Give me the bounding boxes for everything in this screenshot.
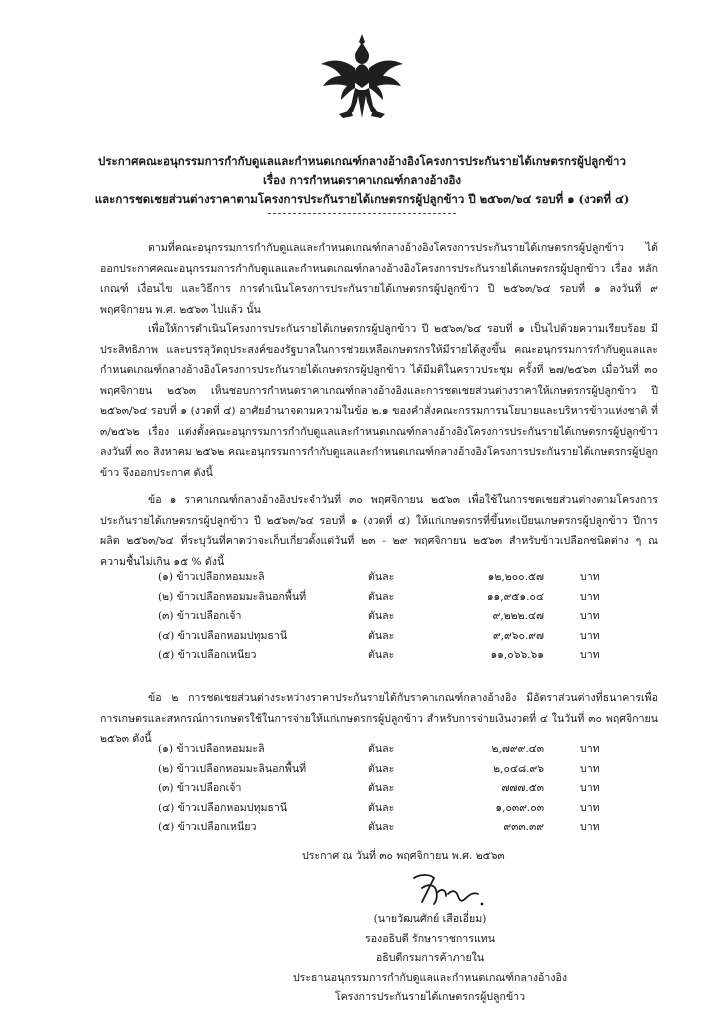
- table-row: [158, 627, 618, 647]
- announcement-date: ประกาศ ณ วันที่ ๓๐ พฤศจิกายน พ.ศ. ๒๕๖๓: [302, 850, 505, 862]
- currency: บาท: [580, 629, 600, 642]
- signer-title: อธิบดีกรมการค้าภายใน: [375, 952, 485, 964]
- currency: บาท: [580, 801, 600, 814]
- paragraph-clause-2: ข้อ ๒ การชดเชยส่วนต่างระหว่างราคาประกันรายได้กับราคาเกณฑ์กลางอ้างอิง มีอัตราส่วนต่างที่ธนาคารเพื่อการเกษตรและสหกรณ์การเกษตรใช้ในการจ่ายให้แก่เกษตรกรผู้ปลูกข้าว สำหรับการจ่ายเงินงวดที่ ๔ ในวันที่ ๓๐ พฤศจิกายน ๒๕๖๓ ดังนี้: [100, 692, 658, 745]
- title-line-3: และการชดเชยส่วนต่างราคาตามโครงการประกันรายได้เกษตรกรผู้ปลูกข้าว ปี ๒๕๖๓/๖๔ รอบที่ ๑ (งวดที่ ๔): [94, 192, 630, 206]
- signer-title: รองอธิบดี รักษาราชการแทน: [365, 932, 495, 945]
- currency: บาท: [580, 590, 600, 603]
- price-unit: ตันละ: [368, 821, 395, 833]
- price-value: ๑๑,๙๕๑.๐๔: [486, 590, 544, 603]
- currency: บาท: [580, 743, 600, 755]
- table-row: [158, 607, 618, 627]
- table-row: [158, 799, 618, 819]
- rice-type: (๔) ข้าวเปลือกหอมปทุมธานี: [158, 801, 288, 814]
- garuda-emblem-icon: [317, 30, 407, 122]
- currency: บาท: [580, 610, 600, 622]
- rice-type: (๑) ข้าวเปลือกหอมมะลิ: [158, 571, 265, 583]
- table-row: [158, 818, 618, 838]
- price-value: ๒,๗๙๙.๔๓: [491, 743, 544, 755]
- title-line-1: ประกาศคณะอนุกรรมการกำกับดูแลและกำหนดเกณฑ์กลางอ้างอิงโครงการประกันรายได้เกษตรกรผู้ปลูกข้าว: [98, 154, 626, 168]
- price-value: ๗๗๗.๕๓: [501, 782, 544, 794]
- currency: บาท: [580, 762, 600, 775]
- signer-title: ประธานอนุกรรมการกำกับดูแลและกำหนดเกณฑ์กลางอ้างอิง: [292, 971, 568, 984]
- title-divider: [268, 213, 456, 214]
- price-unit: ตันละ: [368, 610, 395, 622]
- rice-type: (๓) ข้าวเปลือกเจ้า: [158, 782, 242, 794]
- rice-type: (๒) ข้าวเปลือกหอมมะลินอกพื้นที่: [158, 590, 307, 603]
- price-value: ๙,๒๒๒.๔๗: [492, 610, 544, 622]
- currency: บาท: [580, 782, 600, 794]
- rice-type: (๒) ข้าวเปลือกหอมมะลินอกพื้นที่: [158, 762, 307, 775]
- currency: บาท: [580, 649, 600, 661]
- currency: บาท: [580, 571, 600, 583]
- table-row: [158, 588, 618, 608]
- signature-block: [260, 910, 600, 1008]
- rice-type: (๔) ข้าวเปลือกหอมปทุมธานี: [158, 629, 288, 642]
- price-unit: ตันละ: [368, 782, 395, 794]
- paragraph-resolution: เพื่อให้การดำเนินโครงการประกันรายได้เกษตรกรผู้ปลูกข้าว ปี ๒๕๖๓/๖๔ รอบที่ ๑ เป็นไปด้วยความเรียบร้อย มีประสิทธิภาพ และบรรลุวัตถุประสงค์ของรัฐบาลในการช่วยเหลือเกษตรกรให้มีรายได้สูงขึ้น คณะอนุกรรมการกำกับดูแลและกำหนดเกณฑ์กลางอ้างอิงโครงการประกันรายได้เกษตรกรผู้ปลูกข้าว ได้มีมติในคราวประชุม ครั้งที่ ๒๗/๒๕๖๓ เมื่อวันที่ ๓๐ พฤศจิกายน ๒๕๖๓ เห็นชอบการกำหนดราคาเกณฑ์กลางอ้างอิงและการชดเชยส่วนต่างราคาให้เกษตรกรผู้ปลูกข้าว ปี ๒๕๖๓/๖๔ รอบที่ ๑ (งวดที่ ๔) อาศัยอำนาจตามความในข้อ ๒.๑ ของคำสั่งคณะกรรมการนโยบายและบริหารข้าวแห่งชาติ ที่ ๓/๒๕๖๒ เรื่อง แต่งตั้งคณะอนุกรรมการกำกับดูแลและกำหนดเกณฑ์กลางอ้างอิงโครงการประกันรายได้เกษตรกรผู้ปลูกข้าว ลงวันที่ ๓๐ สิงหาคม ๒๕๖๒ คณะอนุกรรมการกำกับดูแลและกำหนดเกณฑ์กลางอ้างอิงโครงการประกันรายได้เกษตรกรผู้ปลูกข้าว จึงออกประกาศ ดังนี้: [100, 323, 658, 479]
- table-row: [158, 760, 618, 780]
- rice-type: (๓) ข้าวเปลือกเจ้า: [158, 610, 242, 622]
- currency: บาท: [580, 821, 600, 833]
- rice-type: (๕) ข้าวเปลือกเหนียว: [158, 821, 257, 833]
- price-unit: ตันละ: [368, 629, 395, 642]
- price-value: ๑๑,๐๖๖.๖๑: [490, 649, 544, 661]
- price-unit: ตันละ: [368, 801, 395, 814]
- table-row: [158, 568, 618, 588]
- table-row: [158, 779, 618, 799]
- price-value: ๒,๐๔๘.๙๖: [493, 762, 544, 775]
- price-unit: ตันละ: [368, 571, 395, 583]
- price-unit: ตันละ: [368, 590, 395, 603]
- price-unit: ตันละ: [368, 762, 395, 775]
- paragraph-clause-1: ข้อ ๑ ราคาเกณฑ์กลางอ้างอิงประจำวันที่ ๓๐ พฤศจิกายน ๒๕๖๓ เพื่อใช้ในการชดเชยส่วนต่างตามโครงการประกันรายได้เกษตรกรผู้ปลูกข้าว ปี ๒๕๖๓/๖๔ รอบที่ ๑ (งวดที่ ๔) ให้แก่เกษตรกรที่ขึ้นทะเบียนเกษตรกรผู้ปลูกข้าว ปีการผลิต ๒๕๖๓/๖๔ ที่ระบุวันที่คาดว่าจะเก็บเกี่ยวตั้งแต่วันที่ ๒๓ - ๒๙ พฤศจิกายน ๒๕๖๓ สำหรับข้าวเปลือกชนิดต่าง ๆ ณ ความชื้นไม่เกิน ๑๕ % ดังนี้: [100, 494, 658, 568]
- document-title: [60, 152, 664, 209]
- compensation-rate-table: [158, 740, 618, 838]
- rice-type: (๕) ข้าวเปลือกเหนียว: [158, 649, 257, 661]
- table-row: [158, 740, 618, 760]
- price-value: ๙,๙๖๐.๙๗: [492, 629, 544, 642]
- paragraph-preamble: ตามที่คณะอนุกรรมการกำกับดูแลและกำหนดเกณฑ์กลางอ้างอิงโครงการประกันรายได้เกษตรกรผู้ปลูกข้าว ได้ออกประกาศคณะอนุกรรมการกำกับดูแลและกำหนดเกณฑ์กลางอ้างอิงโครงการประกันรายได้เกษตรกรผู้ปลูกข้าว เรื่อง หลักเกณฑ์ เงื่อนไข และวิธีการ การดำเนินโครงการประกันรายได้เกษตรกรผู้ปลูกข้าว ปี ๒๕๖๓/๖๔ รอบที่ ๑ ลงวันที่ ๙ พฤศจิกายน พ.ศ. ๒๕๖๓ ไปแล้ว นั้น: [100, 242, 658, 316]
- title-line-2: เรื่อง การกำหนดราคาเกณฑ์กลางอ้างอิง: [262, 173, 462, 187]
- handwritten-signature: [400, 868, 490, 912]
- rice-type: (๑) ข้าวเปลือกหอมมะลิ: [158, 743, 265, 755]
- price-value: ๑๒,๒๐๐.๕๗: [487, 571, 544, 583]
- reference-price-table: [158, 568, 618, 666]
- price-unit: ตันละ: [368, 649, 395, 661]
- price-value: ๑,๐๓๙.๐๓: [495, 801, 544, 814]
- table-row: [158, 646, 618, 666]
- signer-name: (นายวัฒนศักย์ เสือเอี่ยม): [373, 913, 487, 925]
- signer-title: โครงการประกันรายได้เกษตรกรผู้ปลูกข้าว: [334, 991, 526, 1003]
- price-unit: ตันละ: [368, 743, 395, 755]
- price-value: ๙๓๓.๓๙: [503, 821, 544, 833]
